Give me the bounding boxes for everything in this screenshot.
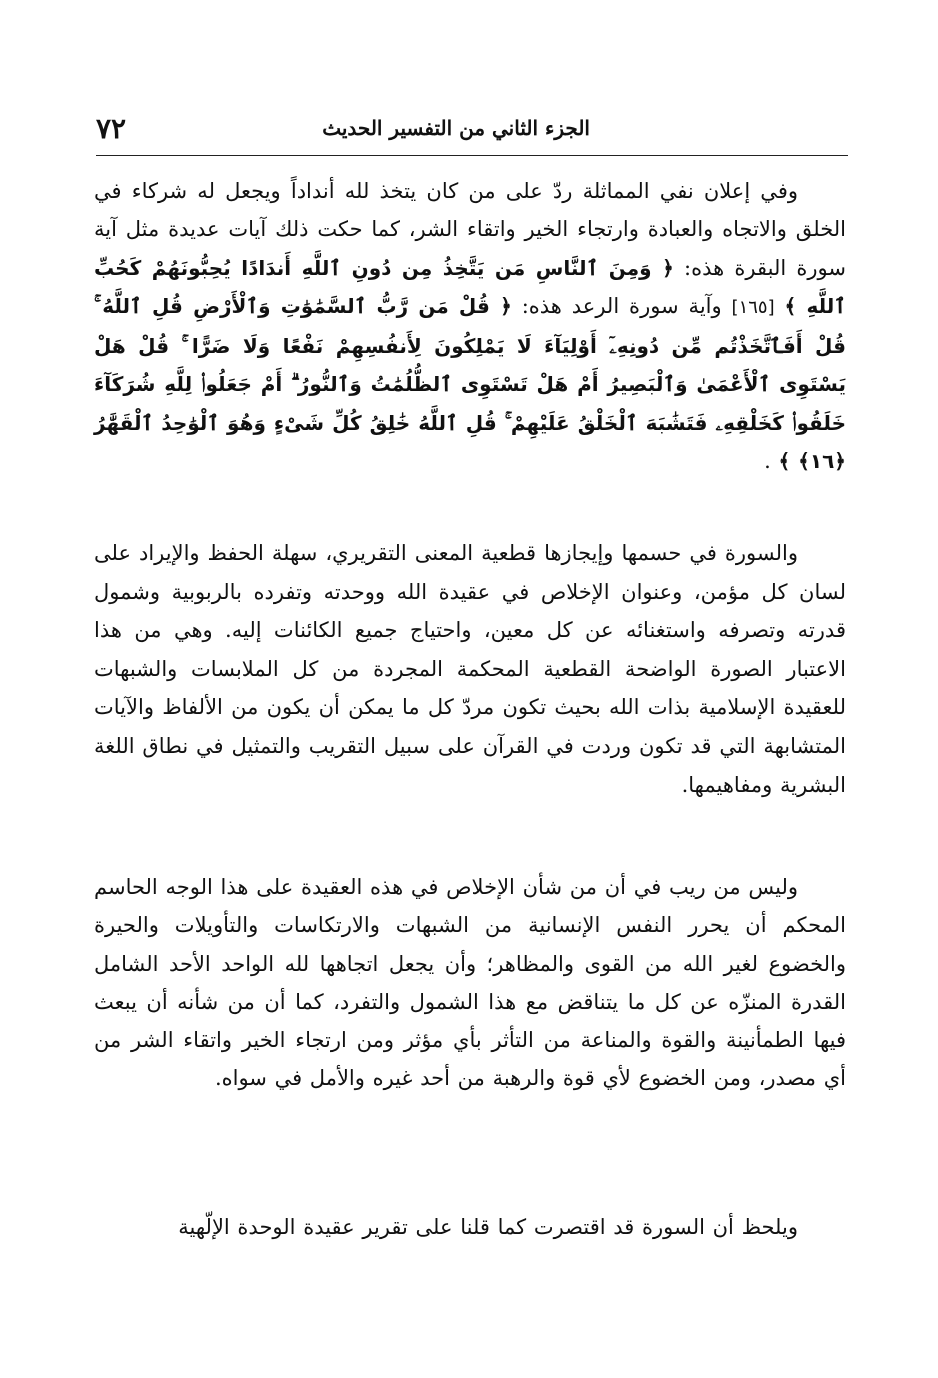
verse-reference: [١٦٥] — [731, 296, 775, 318]
running-title: الجزء الثاني من التفسير الحديث — [322, 116, 590, 140]
paragraph-2 — [94, 534, 846, 804]
header-divider — [96, 155, 848, 156]
page-number: ٧٢ — [96, 112, 127, 145]
paragraph-3 — [94, 868, 846, 1098]
paragraph-1-mid: وآية سورة الرعد هذه: — [521, 293, 722, 318]
quran-verse-raad: ﴿ قُلْ مَن رَّبُّ ٱلسَّمَٰوَٰتِ وَٱلْأَرْضِ قُلِ ٱللَّهُ ۚ قُلْ أَفَٱتَّخَذْتُم مِّن دُونِهِۦٓ أَوْلِيَآءَ لَا يَمْلِكُونَ لِأَنفُسِهِمْ نَفْعًا وَلَا ضَرًّا ۚ قُلْ هَلْ يَسْتَوِى ٱلْأَعْمَىٰ وَٱلْبَصِيرُ أَمْ هَلْ تَسْتَوِى ٱلظُّلُمَٰتُ وَٱلنُّورُ ۗ أَمْ جَعَلُوا۟ لِلَّهِ شُرَكَآءَ خَلَقُوا۟ كَخَلْقِهِۦ فَتَشَٰبَهَ ٱلْخَلْقُ عَلَيْهِمْ ۚ قُلِ ٱللَّهُ خَٰلِقُ كُلِّ شَىْءٍ وَهُوَ ٱلْوَٰحِدُ ٱلْقَهَّٰرُ ﴿١٦﴾ ﴾ — [94, 293, 846, 474]
paragraph-3-text: وليس من ريب في أن من شأن الإخلاص في هذه العقيدة على هذا الوجه الحاسم المحكم أن يحرر النفس الإنسانية من الشبهات والارتكاسات والتأويلات والحيرة والخضوع لغير الله من القوى والمظاهر؛ وأن يجعل اتجاهها لله الواحد الأحد الشامل القدرة المنزّه عن كل ما يتناقض مع هذا الشمول والتفرد، كما أن من شأنه أن يبعث فيها الطمأنينة والقوة والمناعة من التأثر بأي مؤثر ومن ارتجاء الخير واتقاء الشر من أي مصدر، ومن الخضوع لأي قوة والرهبة من أحد غيره والأمل في سواه. — [94, 875, 846, 1091]
paragraph-4 — [94, 1208, 846, 1246]
quran-verse-baqarah: ﴿ وَمِنَ ٱلنَّاسِ مَن يَتَّخِذُ مِن دُونِ ٱللَّهِ أَندَادًا يُحِبُّونَهُمْ كَحُبِّ ٱللَّهِ ﴾ — [94, 255, 846, 318]
paragraph-1 — [94, 172, 846, 480]
paragraph-2-text: والسورة في حسمها وإيجازها قطعية المعنى التقريري، سهلة الحفظ والإيراد على لسان كل مؤمن، وعنوان الإخلاص في عقيدة الله ووحدته وتفرده بالربوبية وشمول قدرته وتصرفه واستغنائه عن كل معين، واحتياج جميع الكائنات إليه. وهي من هذا الاعتبار الصورة الواضحة القطعية المحكمة المجردة من كل الملابسات والشبهات للعقيدة الإسلامية بذات الله بحيث تكون مردّ كل ما يمكن أن يكون من الألفاظ والآيات المتشابهة التي قد تكون وردت في القرآن على سبيل التقريب والتمثيل في نطاق اللغة البشرية ومفاهيمها. — [94, 541, 846, 797]
page-header — [96, 112, 848, 150]
paragraph-1-intro: وفي إعلان نفي المماثلة ردّ على من كان يتخذ لله أنداداً ويجعل له شركاء في الخلق والاتجاه والعبادة وارتجاء الخير واتقاء الشر، كما حكت ذلك آيات عديدة مثل آية سورة البقرة هذه: — [94, 179, 846, 280]
paragraph-4-text: ويلحظ أن السورة قد اقتصرت كما قلنا على تقرير عقيدة الوحدة الإلّهية — [178, 1215, 798, 1239]
paragraph-1-end: . — [764, 449, 771, 474]
